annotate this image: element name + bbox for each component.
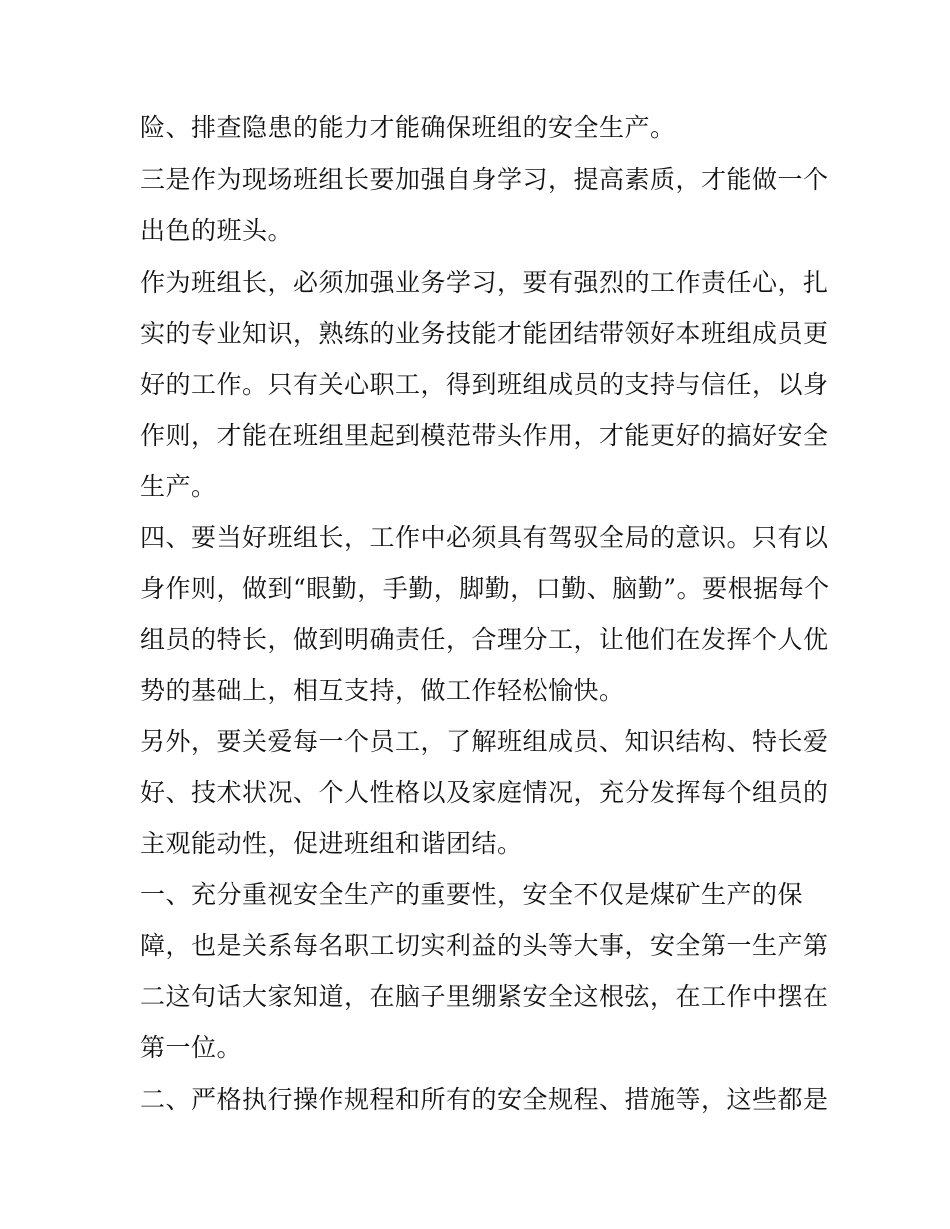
text-line: 作则，才能在班组里起到模范带头作用，才能更好的搞好安全 — [140, 421, 829, 450]
text-line: 势的基础上，相互支持，做工作轻松愉快。 — [140, 676, 625, 705]
text-line: 二这句话大家知道，在脑子里绷紧安全这根弦，在工作中摆在 — [140, 982, 829, 1011]
text-line: 三是作为现场班组长要加强自身学习，提高素质，才能做一个 — [140, 165, 829, 194]
text-line: 一、充分重视安全生产的重要性，安全不仅是煤矿生产的保 — [140, 880, 804, 909]
text-line: 出色的班头。 — [140, 216, 294, 245]
text-line: 第一位。 — [140, 1033, 243, 1062]
text-line: 组员的特长，做到明确责任，合理分工，让他们在发挥个人优 — [140, 625, 829, 654]
text-line: 好、技术状况、个人性格以及家庭情况，充分发挥每个组员的 — [140, 778, 829, 807]
text-line: 另外，要关爱每一个员工，了解班组成员、知识结构、特长爱 — [140, 727, 829, 756]
text-line: 主观能动性，促进班组和谐团结。 — [140, 829, 523, 858]
text-line: 作为班组长，必须加强业务学习，要有强烈的工作责任心，扎 — [140, 268, 829, 297]
text-line: 障，也是关系每名职工切实利益的头等大事，安全第一生产第 — [140, 931, 829, 960]
text-line: 身作则，做到“眼勤，手勤，脚勤，口勤、脑勤”。要根据每个 — [140, 574, 830, 603]
text-line: 四、要当好班组长，工作中必须具有驾驭全局的意识。只有以 — [140, 523, 829, 552]
text-line: 好的工作。只有关心职工，得到班组成员的支持与信任，以身 — [140, 370, 829, 399]
text-line: 实的专业知识，熟练的业务技能才能团结带领好本班组成员更 — [140, 319, 829, 348]
text-line: 二、严格执行操作规程和所有的安全规程、措施等，这些都是 — [140, 1085, 829, 1114]
text-line: 生产。 — [140, 472, 217, 501]
text-line: 险、排查隐患的能力才能确保班组的安全生产。 — [140, 113, 676, 142]
